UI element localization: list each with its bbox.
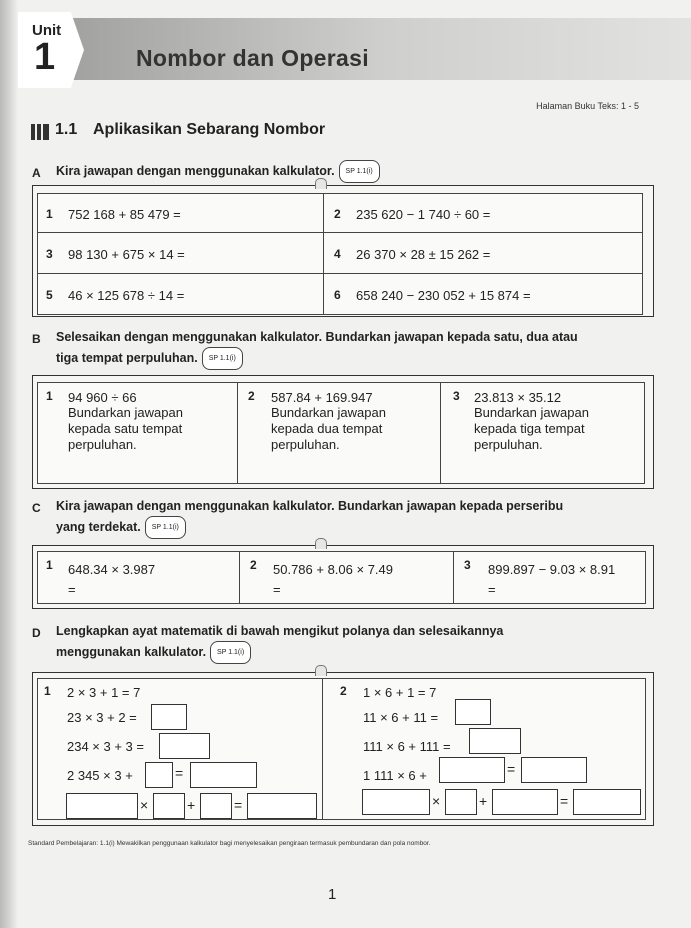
pattern-line: 2 345 × 3 + xyxy=(67,768,133,783)
plus-sign: + xyxy=(187,797,196,813)
unit-number: 1 xyxy=(34,36,56,78)
section-title: Aplikasikan Sebarang Nombor xyxy=(93,121,326,138)
part-b-item: 2 587.84 + 169.947 Bundarkan jawapan kepada dua tempat perpuluhan. xyxy=(237,382,441,484)
binder-clip-icon xyxy=(315,665,327,676)
equals-sign: = xyxy=(560,793,569,809)
answer-box[interactable] xyxy=(439,757,505,783)
answer-box[interactable] xyxy=(190,762,257,788)
pattern-line: 111 × 6 + 111 = xyxy=(363,739,451,754)
binder-clip-icon xyxy=(315,178,327,189)
pattern-line: 1 111 × 6 + xyxy=(363,768,427,783)
answer-box[interactable] xyxy=(455,699,491,725)
page-number: 1 xyxy=(328,886,337,903)
answer-box[interactable] xyxy=(362,789,430,815)
equals-sign: = xyxy=(507,761,516,777)
sp-tag: SP 1.1(i) xyxy=(145,516,186,539)
part-a-item: 2 235 620 − 1 740 ÷ 60 = xyxy=(323,193,643,233)
pattern-line: 1 × 6 + 1 = 7 xyxy=(363,685,437,700)
part-a-item: 1 752 168 + 85 479 = xyxy=(37,193,324,233)
answer-box[interactable] xyxy=(492,789,558,815)
pattern-line: 23 × 3 + 2 = xyxy=(67,710,137,725)
answer-box[interactable] xyxy=(159,733,210,759)
part-c-item: 2 50.786 + 8.06 × 7.49 = xyxy=(239,551,454,604)
unit-label: Unit xyxy=(32,22,62,39)
answer-box[interactable] xyxy=(200,793,232,819)
part-a-item: 3 98 130 + 675 × 14 = xyxy=(37,232,324,274)
sp-tag: SP 1.1(i) xyxy=(210,641,251,664)
part-c-instruction: Kira jawapan dengan menggunakan kalkulator. Bundarkan jawapan kepada perseribu yang terdekat. SP 1.1(i) xyxy=(56,497,563,539)
part-c-item: 3 899.897 − 9.03 × 8.91 = xyxy=(453,551,646,604)
answer-box[interactable] xyxy=(469,728,521,754)
part-d-letter: D xyxy=(32,626,41,640)
part-a-item: 6 658 240 − 230 052 + 15 874 = xyxy=(323,273,643,315)
equals-sign: = xyxy=(234,797,243,813)
pattern-line: 234 × 3 + 3 = xyxy=(67,739,144,754)
answer-box[interactable] xyxy=(247,793,317,819)
answer-box[interactable] xyxy=(153,793,185,819)
unit-title: Nombor dan Operasi xyxy=(136,45,369,71)
part-d-instruction: Lengkapkan ayat matematik di bawah mengikut polanya dan selesaikannya menggunakan kalkulator. SP 1.1(i) xyxy=(56,622,503,664)
times-sign: × xyxy=(140,797,149,813)
equals-sign: = xyxy=(175,765,184,781)
answer-box[interactable] xyxy=(151,704,187,730)
answer-box[interactable] xyxy=(445,789,477,815)
times-sign: × xyxy=(432,793,441,809)
answer-box[interactable] xyxy=(66,793,138,819)
section-marker-icon xyxy=(31,124,55,140)
textbook-pages-ref: Halaman Buku Teks: 1 - 5 xyxy=(536,101,639,111)
answer-box[interactable] xyxy=(573,789,641,815)
part-a-instruction: Kira jawapan dengan menggunakan kalkulator. SP 1.1(i) xyxy=(56,160,380,183)
part-b-letter: B xyxy=(32,332,41,346)
part-a-item: 4 26 370 × 28 ± 15 262 = xyxy=(323,232,643,274)
sp-tag: SP 1.1(i) xyxy=(339,160,380,183)
part-b-item: 1 94 960 ÷ 66 Bundarkan jawapan kepada satu tempat perpuluhan. xyxy=(37,382,238,484)
part-a-item: 5 46 × 125 678 ÷ 14 = xyxy=(37,273,324,315)
page-binding-shadow xyxy=(0,0,18,928)
sp-tag: SP 1.1(i) xyxy=(202,347,243,370)
answer-box[interactable] xyxy=(521,757,587,783)
binder-clip-icon xyxy=(315,538,327,549)
part-a-letter: A xyxy=(32,166,41,180)
plus-sign: + xyxy=(479,793,488,809)
answer-box[interactable] xyxy=(145,762,173,788)
part-c-item: 1 648.34 × 3.987 = xyxy=(37,551,240,604)
part-d-left-number: 1 xyxy=(44,684,51,698)
learning-standard-note: Standard Pembelajaran: 1.1(i) Mewakilkan penggunaan kalkulator bagi menyelesaikan pengiraan termasuk pembundaran dan pola nombor. xyxy=(28,840,431,847)
part-b-item: 3 23.813 × 35.12 Bundarkan jawapan kepada tiga tempat perpuluhan. xyxy=(440,382,645,484)
part-b-instruction: Selesaikan dengan menggunakan kalkulator. Bundarkan jawapan kepada satu, dua atau tiga tempat perpuluhan. SP 1.1(i) xyxy=(56,328,578,370)
part-d-right-number: 2 xyxy=(340,684,347,698)
part-c-letter: C xyxy=(32,501,41,515)
pattern-line: 11 × 6 + 11 = xyxy=(363,710,439,725)
section-number: 1.1 xyxy=(55,121,78,138)
pattern-line: 2 × 3 + 1 = 7 xyxy=(67,685,141,700)
